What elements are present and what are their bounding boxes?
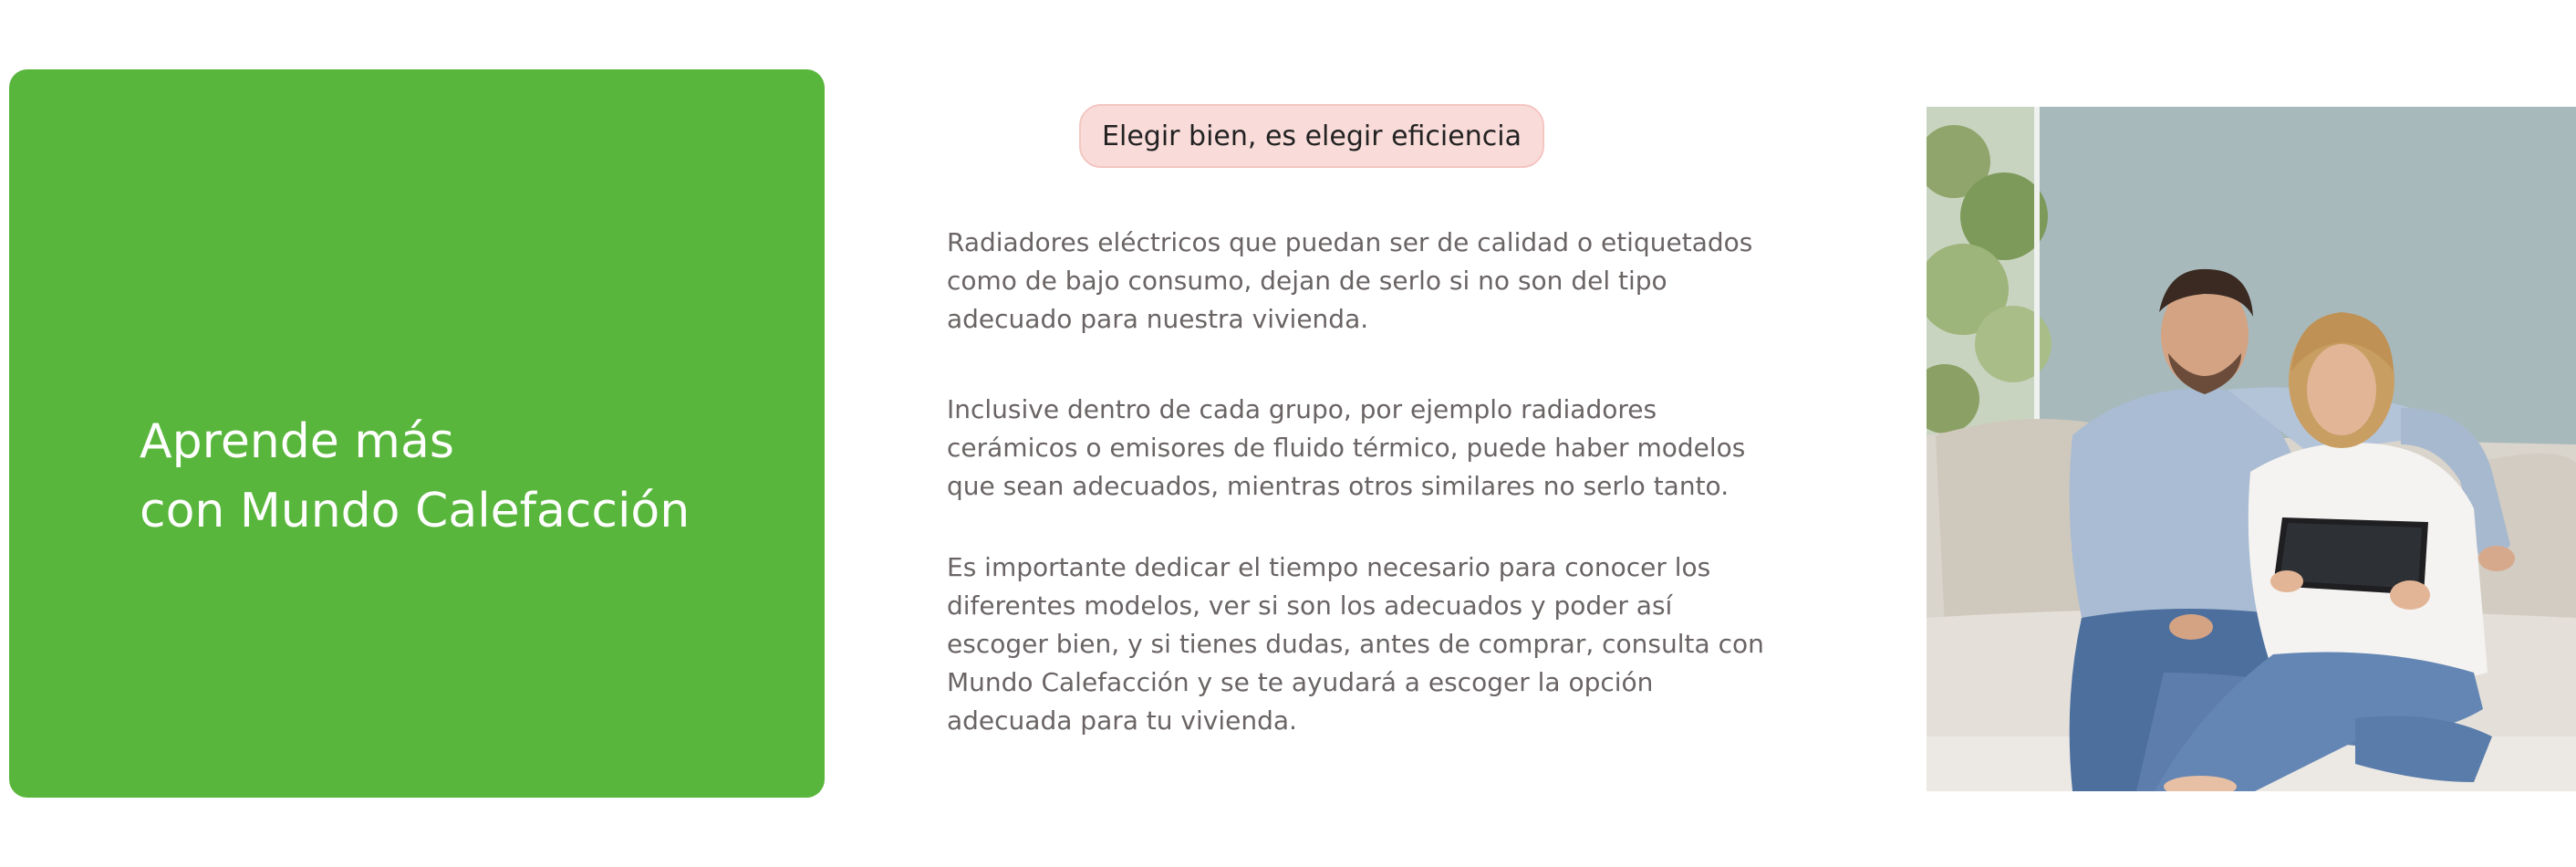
couple-on-sofa-photo — [1927, 107, 2576, 791]
paragraph-line: cerámicos o emisores de fluido térmico, puede haber modelos — [947, 433, 1746, 463]
paragraph-line: Radiadores eléctricos que puedan ser de calidad o etiquetados — [947, 227, 1753, 257]
paragraph-line: adecuada para tu vivienda. — [947, 705, 1297, 736]
tagline-badge: Elegir bien, es elegir eficiencia — [1079, 104, 1544, 168]
paragraph-line: que sean adecuados, mientras otros similares no serlo tanto. — [947, 471, 1729, 501]
paragraph-line: Mundo Calefacción y se te ayudará a escoger la opción — [947, 667, 1654, 697]
paragraph-line: Es importante dedicar el tiempo necesario para conocer los — [947, 552, 1711, 582]
promo-heading-line-1: Aprende más — [140, 414, 454, 469]
paragraph-line: diferentes modelos, ver si son los adecuados y poder así — [947, 590, 1673, 621]
promo-heading-line-2: con Mundo Calefacción — [140, 484, 691, 538]
paragraph-1 — [947, 224, 1786, 339]
paragraph-3 — [947, 548, 1786, 740]
paragraph-line: como de bajo consumo, dejan de serlo si no son del tipo — [947, 266, 1667, 296]
promo-heading — [140, 407, 796, 546]
paragraph-line: adecuado para nuestra vivienda. — [947, 304, 1369, 334]
promo-card — [9, 69, 825, 798]
paragraph-2 — [947, 391, 1786, 506]
paragraph-line: escoger bien, y si tienes dudas, antes de comprar, consulta con — [947, 629, 1764, 659]
paragraph-line: Inclusive dentro de cada grupo, por ejemplo radiadores — [947, 394, 1657, 424]
